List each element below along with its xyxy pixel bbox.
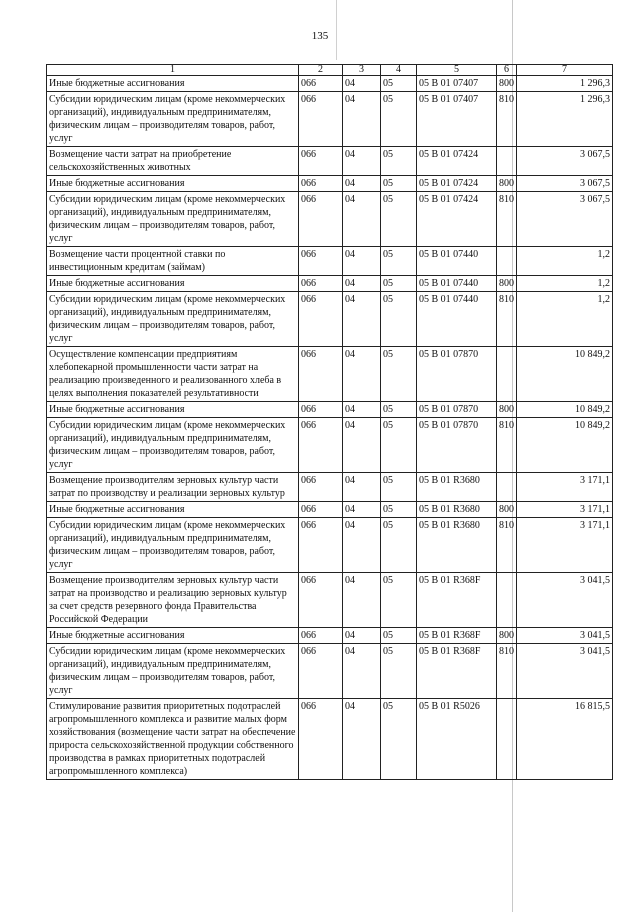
row-amount: 1,2 [517,247,613,276]
row-target-article: 05 В 01 07407 [417,92,497,147]
row-name: Субсидии юридическим лицам (кроме некоммерческих организаций), индивидуальным предпринимателям, физическим лицам – производителям товаров, работ, услуг [47,418,299,473]
table-row [47,347,613,402]
table-row [47,518,613,573]
row-expense-type: 800 [497,276,517,292]
row-amount: 3 041,5 [517,644,613,699]
row-expense-type [497,473,517,502]
header-col-2: 2 [299,65,343,76]
row-amount: 10 849,2 [517,347,613,402]
row-amount: 1 296,3 [517,76,613,92]
row-section: 04 [343,402,381,418]
row-section: 04 [343,644,381,699]
row-subsection: 05 [381,402,417,418]
header-col-6: 6 [497,65,517,76]
row-amount: 3 067,5 [517,192,613,247]
row-section: 04 [343,192,381,247]
row-admin-code: 066 [299,147,343,176]
table-row [47,292,613,347]
row-section: 04 [343,176,381,192]
row-name: Субсидии юридическим лицам (кроме некоммерческих организаций), индивидуальным предпринимателям, физическим лицам – производителям товаров, работ, услуг [47,92,299,147]
header-row [47,65,613,76]
row-subsection: 05 [381,473,417,502]
row-target-article: 05 В 01 07440 [417,276,497,292]
row-section: 04 [343,147,381,176]
row-target-article: 05 В 01 R3680 [417,518,497,573]
row-section: 04 [343,276,381,292]
row-expense-type: 810 [497,644,517,699]
table-row [47,573,613,628]
row-name: Субсидии юридическим лицам (кроме некоммерческих организаций), индивидуальным предпринимателям, физическим лицам – производителям товаров, работ, услуг [47,192,299,247]
row-subsection: 05 [381,347,417,402]
row-name: Возмещение производителям зерновых культур части затрат по производству и реализации зерновых культур [47,473,299,502]
row-section: 04 [343,628,381,644]
header-col-4: 4 [381,65,417,76]
table-row [47,402,613,418]
row-admin-code: 066 [299,92,343,147]
row-subsection: 05 [381,573,417,628]
row-subsection: 05 [381,644,417,699]
row-admin-code: 066 [299,247,343,276]
row-admin-code: 066 [299,699,343,780]
row-section: 04 [343,347,381,402]
row-subsection: 05 [381,292,417,347]
row-expense-type: 800 [497,176,517,192]
row-section: 04 [343,473,381,502]
row-expense-type: 800 [497,628,517,644]
row-name: Возмещение производителям зерновых культур части затрат на производство и реализацию зерновых культур за счет средств резервного фонда Правительства Российской Федерации [47,573,299,628]
row-target-article: 05 В 01 R368F [417,644,497,699]
table-row [47,76,613,92]
row-name: Иные бюджетные ассигнования [47,176,299,192]
row-admin-code: 066 [299,502,343,518]
row-target-article: 05 В 01 R368F [417,573,497,628]
row-subsection: 05 [381,418,417,473]
row-target-article: 05 В 01 07440 [417,292,497,347]
table-body [47,76,613,780]
row-admin-code: 066 [299,418,343,473]
row-section: 04 [343,92,381,147]
row-target-article: 05 В 01 07870 [417,347,497,402]
header-col-3: 3 [343,65,381,76]
budget-table [46,64,613,780]
row-subsection: 05 [381,518,417,573]
row-amount: 10 849,2 [517,418,613,473]
row-subsection: 05 [381,276,417,292]
row-target-article: 05 В 01 07870 [417,402,497,418]
table-row [47,644,613,699]
row-expense-type: 800 [497,76,517,92]
row-name: Субсидии юридическим лицам (кроме некоммерческих организаций), индивидуальным предпринимателям, физическим лицам – производителям товаров, работ, услуг [47,518,299,573]
row-amount: 1 296,3 [517,92,613,147]
row-amount: 1,2 [517,292,613,347]
row-admin-code: 066 [299,276,343,292]
header-col-5: 5 [417,65,497,76]
row-subsection: 05 [381,192,417,247]
row-amount: 1,2 [517,276,613,292]
row-amount: 3 041,5 [517,573,613,628]
row-admin-code: 066 [299,347,343,402]
row-admin-code: 066 [299,644,343,699]
row-name: Возмещение части затрат на приобретение сельскохозяйственных животных [47,147,299,176]
row-name: Иные бюджетные ассигнования [47,276,299,292]
row-expense-type: 810 [497,518,517,573]
row-name: Субсидии юридическим лицам (кроме некоммерческих организаций), индивидуальным предпринимателям, физическим лицам – производителям товаров, работ, услуг [47,644,299,699]
row-subsection: 05 [381,699,417,780]
row-target-article: 05 В 01 07440 [417,247,497,276]
row-amount: 3 041,5 [517,628,613,644]
row-name: Возмещение части процентной ставки по инвестиционным кредитам (займам) [47,247,299,276]
row-expense-type [497,573,517,628]
row-target-article: 05 В 01 07870 [417,418,497,473]
table-row [47,176,613,192]
table-row [47,92,613,147]
row-admin-code: 066 [299,176,343,192]
row-expense-type [497,147,517,176]
row-amount: 16 815,5 [517,699,613,780]
row-amount: 3 171,1 [517,518,613,573]
header-col-7: 7 [517,65,613,76]
row-expense-type: 800 [497,402,517,418]
row-amount: 3 171,1 [517,502,613,518]
row-section: 04 [343,699,381,780]
row-expense-type [497,247,517,276]
page-number: 135 [311,30,329,42]
row-amount: 3 067,5 [517,147,613,176]
table-row [47,473,613,502]
row-name: Осуществление компенсации предприятиям хлебопекарной промышленности части затрат на реализацию произведенного и реализованного хлеба в целях выполнения показателей результативности [47,347,299,402]
row-amount: 3 067,5 [517,176,613,192]
row-target-article: 05 В 01 07407 [417,76,497,92]
row-amount: 3 171,1 [517,473,613,502]
row-subsection: 05 [381,247,417,276]
table-row [47,276,613,292]
row-target-article: 05 В 01 07424 [417,147,497,176]
row-expense-type [497,699,517,780]
row-admin-code: 066 [299,573,343,628]
row-subsection: 05 [381,147,417,176]
row-name: Иные бюджетные ассигнования [47,402,299,418]
row-admin-code: 066 [299,473,343,502]
row-admin-code: 066 [299,192,343,247]
row-subsection: 05 [381,92,417,147]
row-name: Иные бюджетные ассигнования [47,502,299,518]
row-expense-type: 800 [497,502,517,518]
row-subsection: 05 [381,76,417,92]
row-target-article: 05 В 01 07424 [417,192,497,247]
table-row [47,147,613,176]
row-amount: 10 849,2 [517,402,613,418]
row-section: 04 [343,573,381,628]
row-name: Иные бюджетные ассигнования [47,76,299,92]
row-name: Стимулирование развития приоритетных подотраслей агропромышленного комплекса и развитие малых форм хозяйствования (возмещение части затрат на обеспечение прироста сельскохозяйственной продукции собственного производства в рамках приоритетных подотраслей агропромышленного комплекса) [47,699,299,780]
table-row [47,699,613,780]
row-expense-type: 810 [497,92,517,147]
row-target-article: 05 В 01 R3680 [417,502,497,518]
row-admin-code: 066 [299,628,343,644]
row-expense-type [497,347,517,402]
row-expense-type: 810 [497,192,517,247]
row-section: 04 [343,418,381,473]
row-expense-type: 810 [497,418,517,473]
row-section: 04 [343,76,381,92]
header-col-1: 1 [47,65,299,76]
row-section: 04 [343,502,381,518]
row-subsection: 05 [381,502,417,518]
table-row [47,247,613,276]
row-target-article: 05 В 01 07424 [417,176,497,192]
table-row [47,628,613,644]
row-name: Субсидии юридическим лицам (кроме некоммерческих организаций), индивидуальным предпринимателям, физическим лицам – производителям товаров, работ, услуг [47,292,299,347]
row-admin-code: 066 [299,402,343,418]
row-admin-code: 066 [299,518,343,573]
row-subsection: 05 [381,628,417,644]
row-subsection: 05 [381,176,417,192]
table-row [47,418,613,473]
row-admin-code: 066 [299,76,343,92]
row-section: 04 [343,518,381,573]
row-section: 04 [343,292,381,347]
row-target-article: 05 В 01 R3680 [417,473,497,502]
row-target-article: 05 В 01 R5026 [417,699,497,780]
row-target-article: 05 В 01 R368F [417,628,497,644]
row-expense-type: 810 [497,292,517,347]
row-section: 04 [343,247,381,276]
table-row [47,502,613,518]
row-name: Иные бюджетные ассигнования [47,628,299,644]
row-admin-code: 066 [299,292,343,347]
table-row [47,192,613,247]
